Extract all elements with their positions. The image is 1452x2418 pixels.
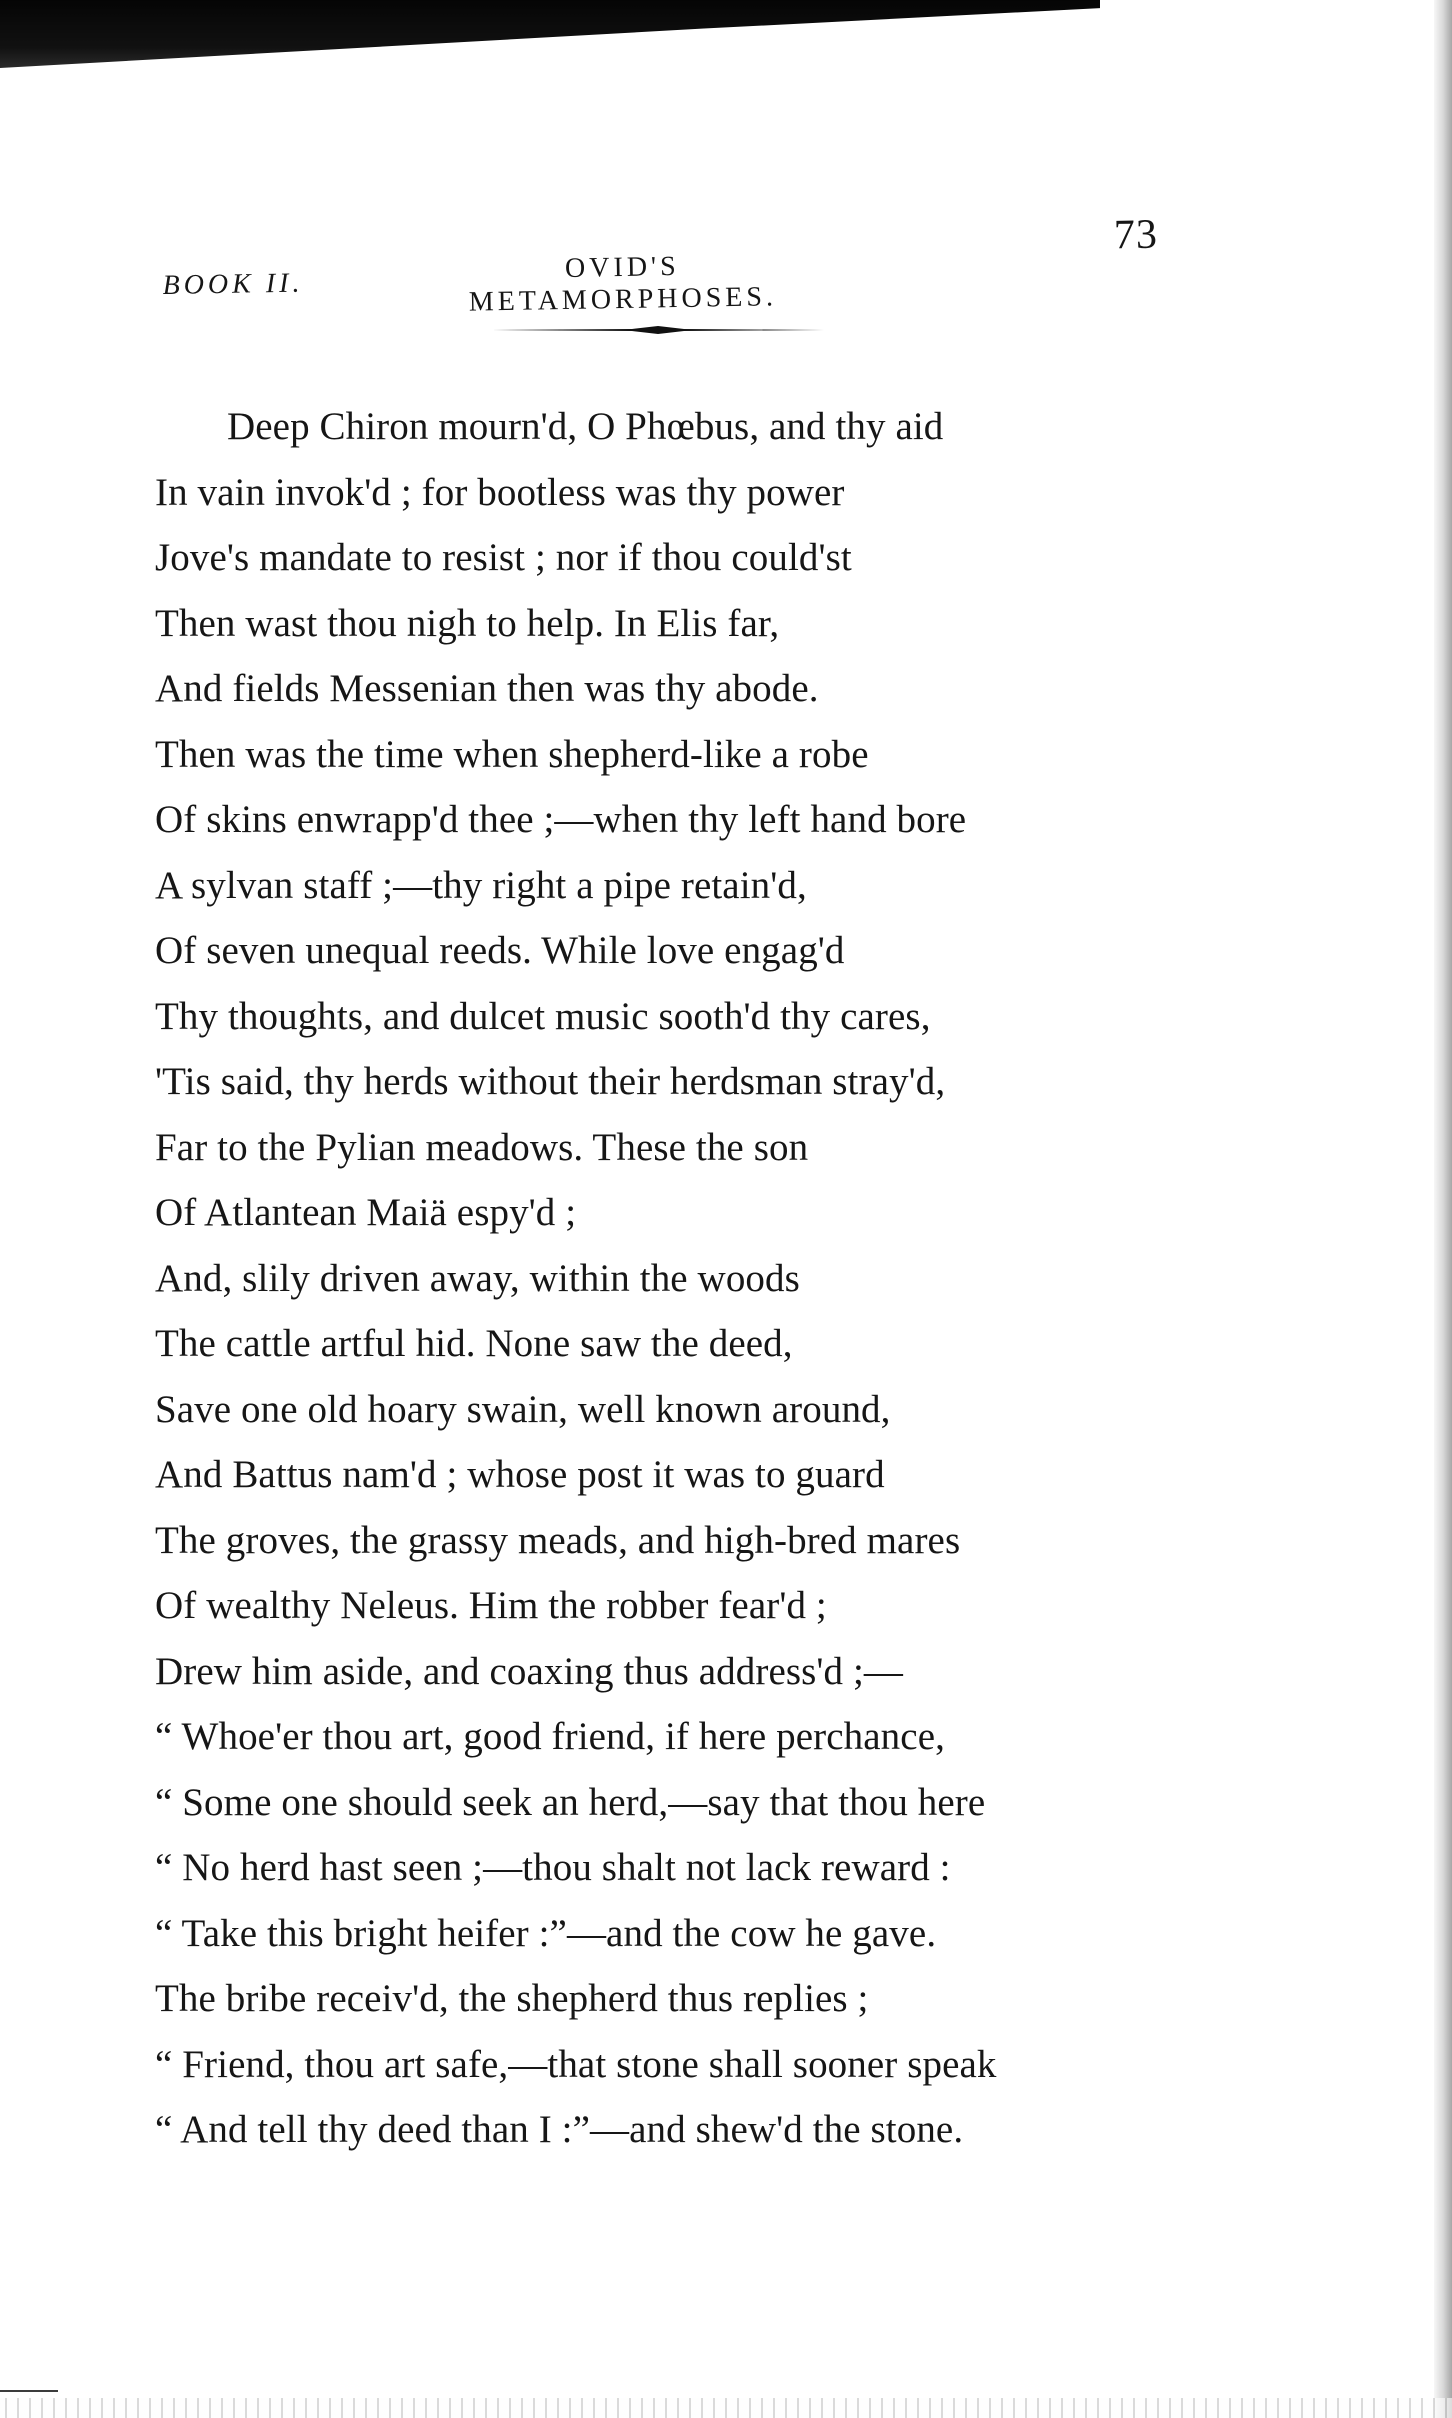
poem-line: 'Tis said, thy herds without their herdsman stray'd, [155,1060,946,1103]
poem-line: In vain invok'd ; for bootless was thy power [155,470,845,514]
poem-text [155,394,1095,2163]
poem-line: Of wealthy Neleus. Him the robber fear'd ; [155,1584,827,1627]
poem-line: Then was the time when shepherd-like a robe [155,732,869,776]
poem-line: The cattle artful hid. None saw the deed, [155,1322,793,1365]
poem-line: Jove's mandate to resist ; nor if thou could'st [155,536,852,579]
poem-line: A sylvan staff ;—thy right a pipe retain'd, [155,863,807,907]
poem-line: The bribe receiv'd, the shepherd thus replies ; [155,1977,869,2020]
poem-line: “ And tell thy deed than I :”—and shew'd the stone. [155,2108,964,2151]
poem-line: And fields Messenian then was thy abode. [155,667,819,710]
poem-line: And, slily driven away, within the woods [155,1256,800,1300]
poem-line: The groves, the grassy meads, and high-bred mares [155,1518,961,1562]
poem-line: “ Whoe'er thou art, good friend, if here perchance, [155,1715,945,1758]
poem-line: Far to the Pylian meadows. These the son [155,1125,809,1169]
poem-line: “ Take this bright heifer :”—and the cow he gave. [155,1911,937,1955]
poem-line: Deep Chiron mourn'd, O Phœbus, and thy aid [227,405,944,448]
poem-line: Save one old hoary swain, well known around, [155,1387,891,1431]
book-label: BOOK II. [162,267,304,301]
poem-line: And Battus nam'd ; whose post it was to guard [155,1453,885,1496]
book-title: OVID'S METAMORPHOSES. [468,250,778,318]
running-head [162,211,1159,318]
poem-line: “ No herd hast seen ;—thou shalt not lack reward : [155,1846,951,1889]
page-number: 73 [1113,211,1159,259]
poem-line: Of Atlantean Maiä espy'd ; [155,1191,577,1234]
poem-line: “ Friend, thou art safe,—that stone shall sooner speak [155,2042,997,2086]
poem-line: Then wast thou nigh to help. In Elis far, [155,601,780,645]
poem-line: “ Some one should seek an herd,—say that thou here [155,1780,986,1824]
poem-line: Of skins enwrapp'd thee ;—when thy left hand bore [155,798,967,841]
poem-line: Thy thoughts, and dulcet music sooth'd thy cares, [155,994,931,1038]
poem-line: Of seven unequal reeds. While love engag'd [155,929,845,972]
poem-line: Drew him aside, and coaxing thus address'd ;— [155,1649,904,1693]
ornament-rule [492,324,824,336]
